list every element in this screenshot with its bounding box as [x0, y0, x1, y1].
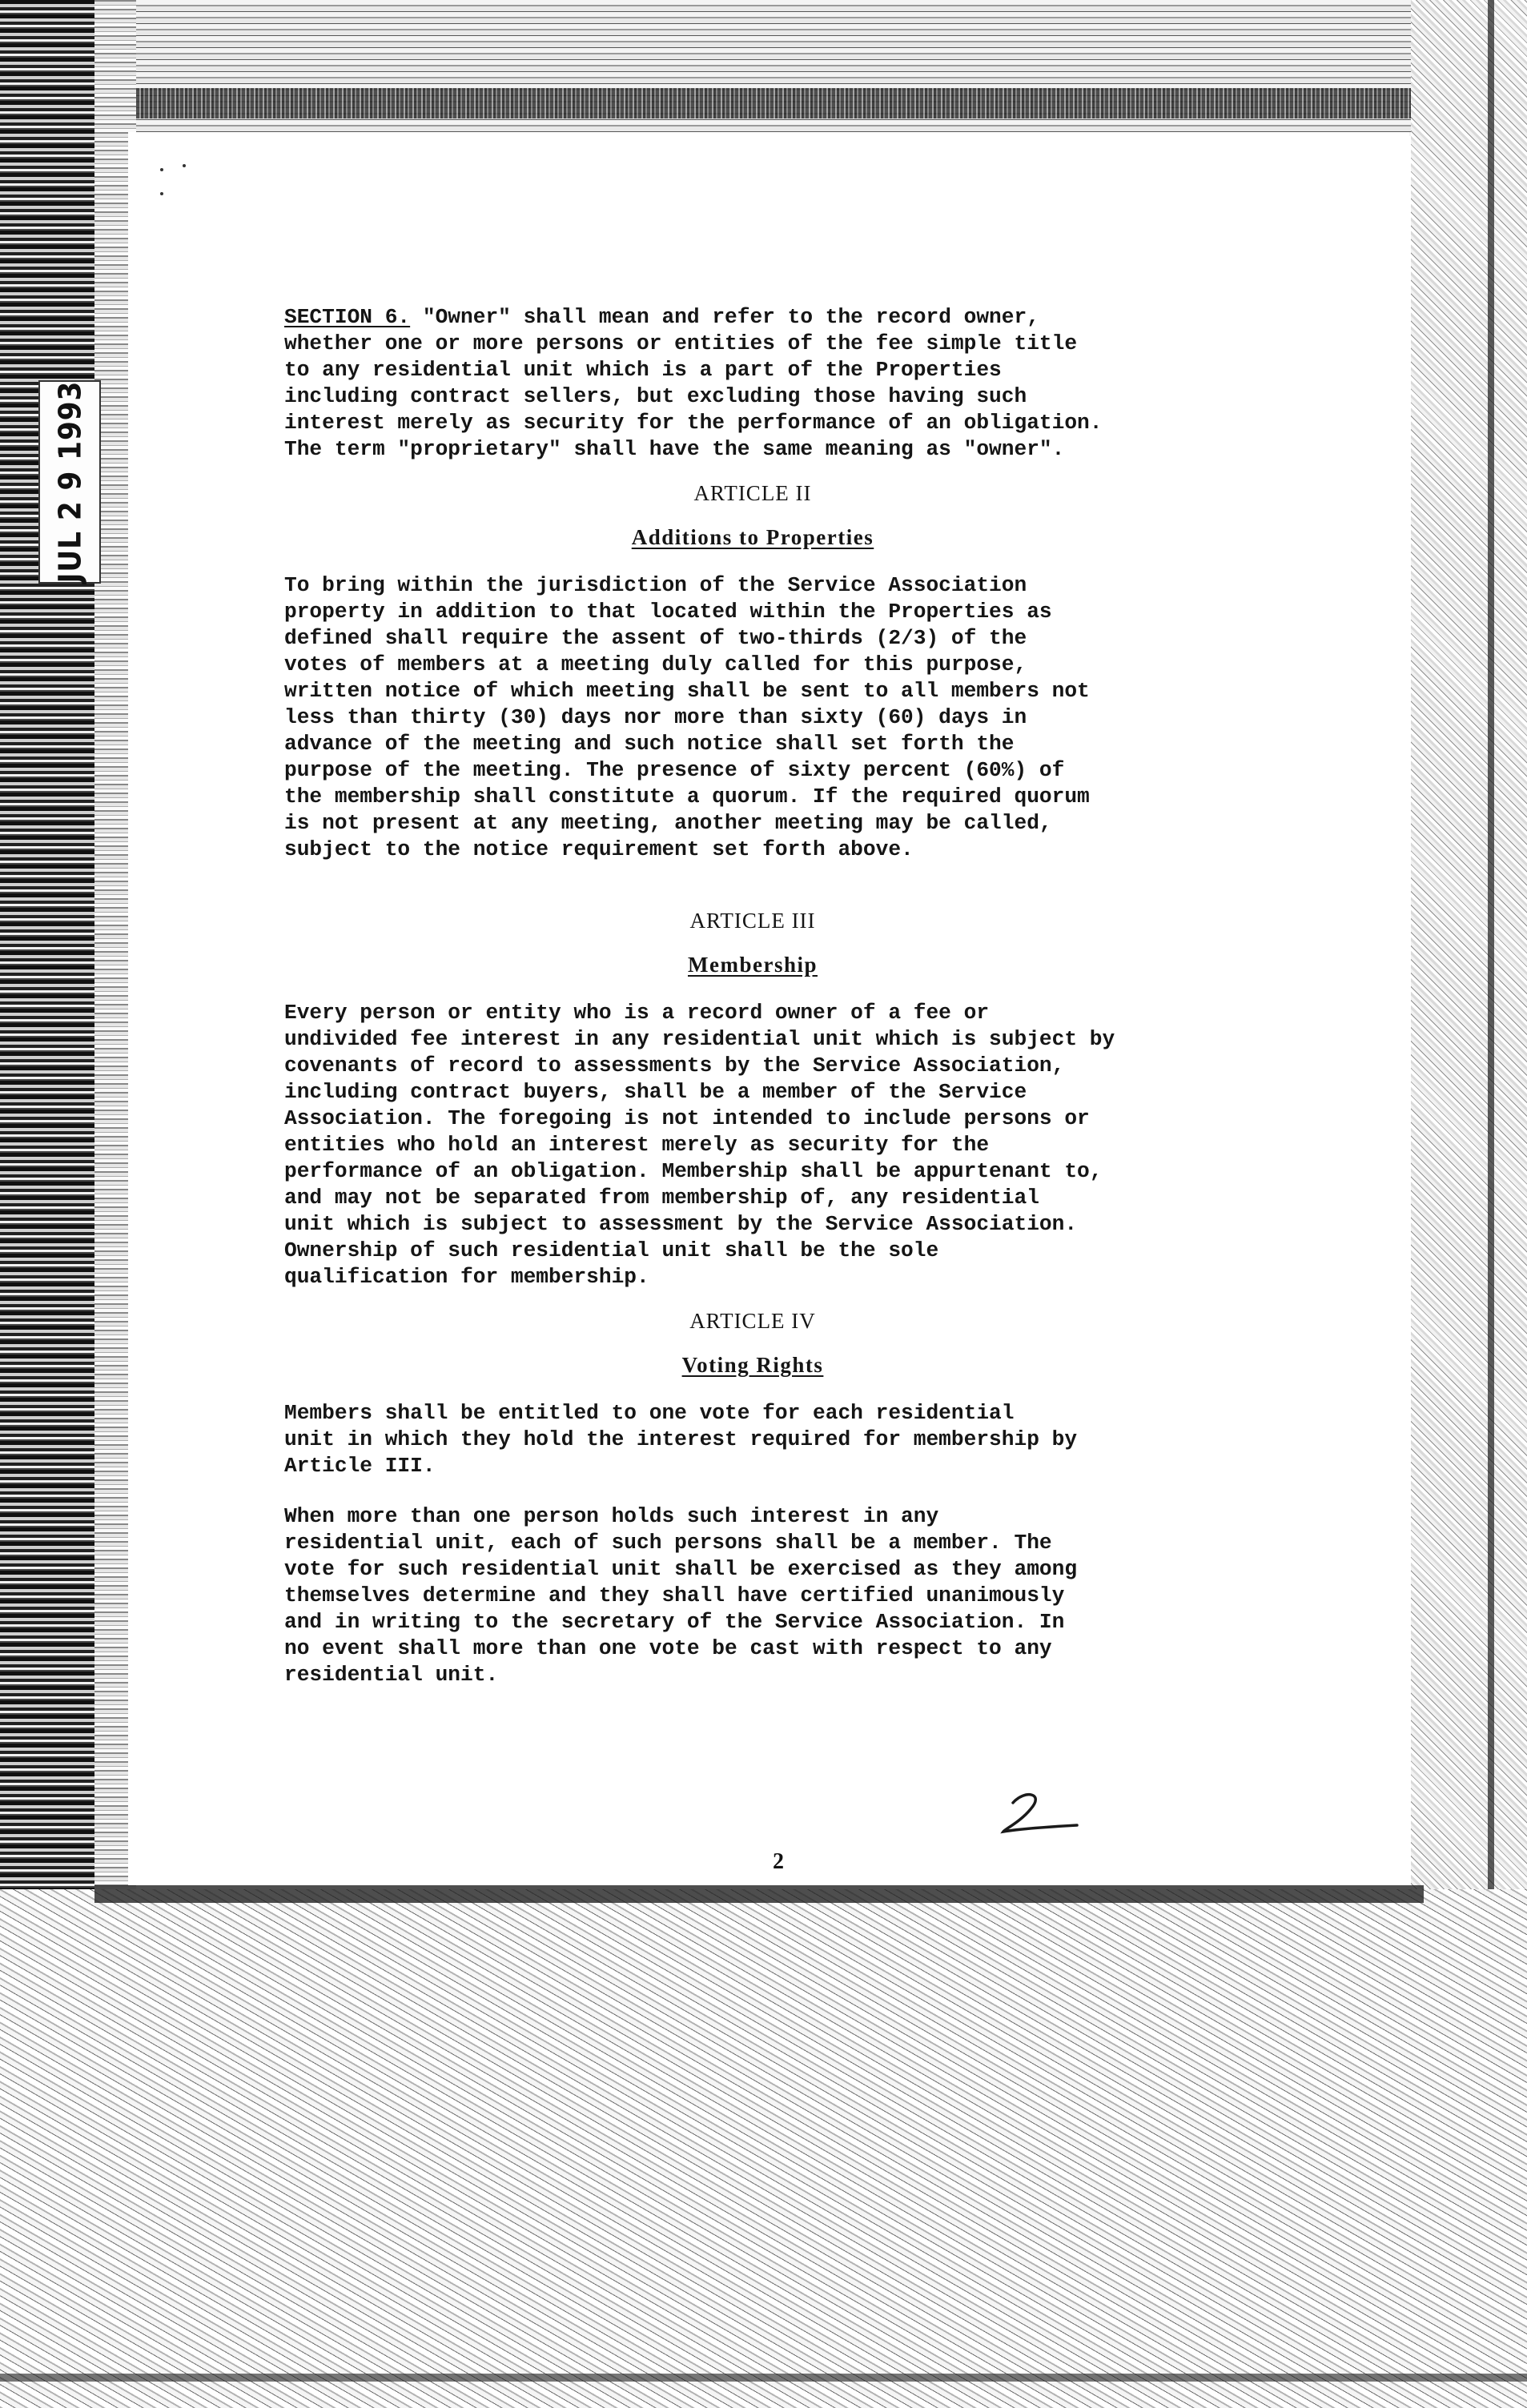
scan-noise-top-band	[0, 88, 1527, 118]
scan-speck	[160, 192, 163, 195]
article-2-body: To bring within the jurisdiction of the Service Association property in addition to that located within the Properties as defined shall require the assent of two-thirds (2/3) of the votes of members at a meeting duly called for this purpose, written notice of which meeting shall be sent to all members not less than thirty (30) days nor more than sixty (60) days in advance of the meeting and such notice shall set forth the purpose of the meeting. The presence of sixty percent (60%) of the membership shall constitute a quorum. If the required quorum is not present at any meeting, another meeting may be called, subject to the notice requirement set forth above.	[284, 573, 1090, 861]
article-2-title: ARTICLE II	[693, 481, 812, 505]
received-date-stamp	[38, 380, 101, 584]
page-number: 2	[773, 1849, 784, 1874]
scan-noise-bottom	[0, 1889, 1527, 2408]
article-2-heading: Additions to Properties	[631, 525, 874, 549]
document-body	[284, 304, 1221, 1688]
stamp-date: JUL 2 9 1993	[52, 380, 87, 584]
page-bottom-shadow	[94, 1885, 1424, 1903]
handwritten-page-mark	[981, 1785, 1101, 1841]
article-4-paragraph-1: Members shall be entitled to one vote for each residential unit in which they hold the interest required for membership by Article III.	[284, 1401, 1078, 1478]
scan-speck	[160, 168, 163, 171]
article-4-title: ARTICLE IV	[689, 1309, 816, 1333]
scan-speck	[183, 164, 186, 167]
section-6-label: SECTION 6.	[284, 305, 411, 329]
article-3-body: Every person or entity who is a record owner of a fee or undivided fee interest in any residential unit which is subject by covenants of record to assessments by the Service Association, including contract buyers, shall be a member of the Service Association. The foregoing is not intended to include persons or entities who hold an interest merely as security for the performance of an obligation. Membership shall be appurtenant to, and may not be separated from membership of, any residential unit which is subject to assessment by the Service Association. Ownership of such residential unit shall be the sole qualification for membership.	[284, 1001, 1115, 1289]
article-4-paragraph-2: When more than one person holds such interest in any residential unit, each of such persons shall be a member. The vote for such residential unit shall be exercised as they among themselves determine and they shall have certified unanimously and in writing to the secretary of the Service Association. In no event shall more than one vote be cast with respect to any residential unit.	[284, 1504, 1078, 1687]
section-6-text: "Owner" shall mean and refer to the record owner, whether one or more persons or entities of the fee simple title to any residential unit which is a part of the Properties including contract sellers, but excluding those having such interest merely as security for the performance of an obligation. The term "proprietary" shall have the same meaning as "owner".	[284, 305, 1103, 461]
article-3-title: ARTICLE III	[689, 909, 816, 933]
section-6-paragraph	[284, 304, 1221, 463]
scan-edge-bottom	[0, 2374, 1527, 2382]
article-4-heading: Voting Rights	[681, 1353, 824, 1377]
article-3-heading: Membership	[688, 953, 818, 977]
